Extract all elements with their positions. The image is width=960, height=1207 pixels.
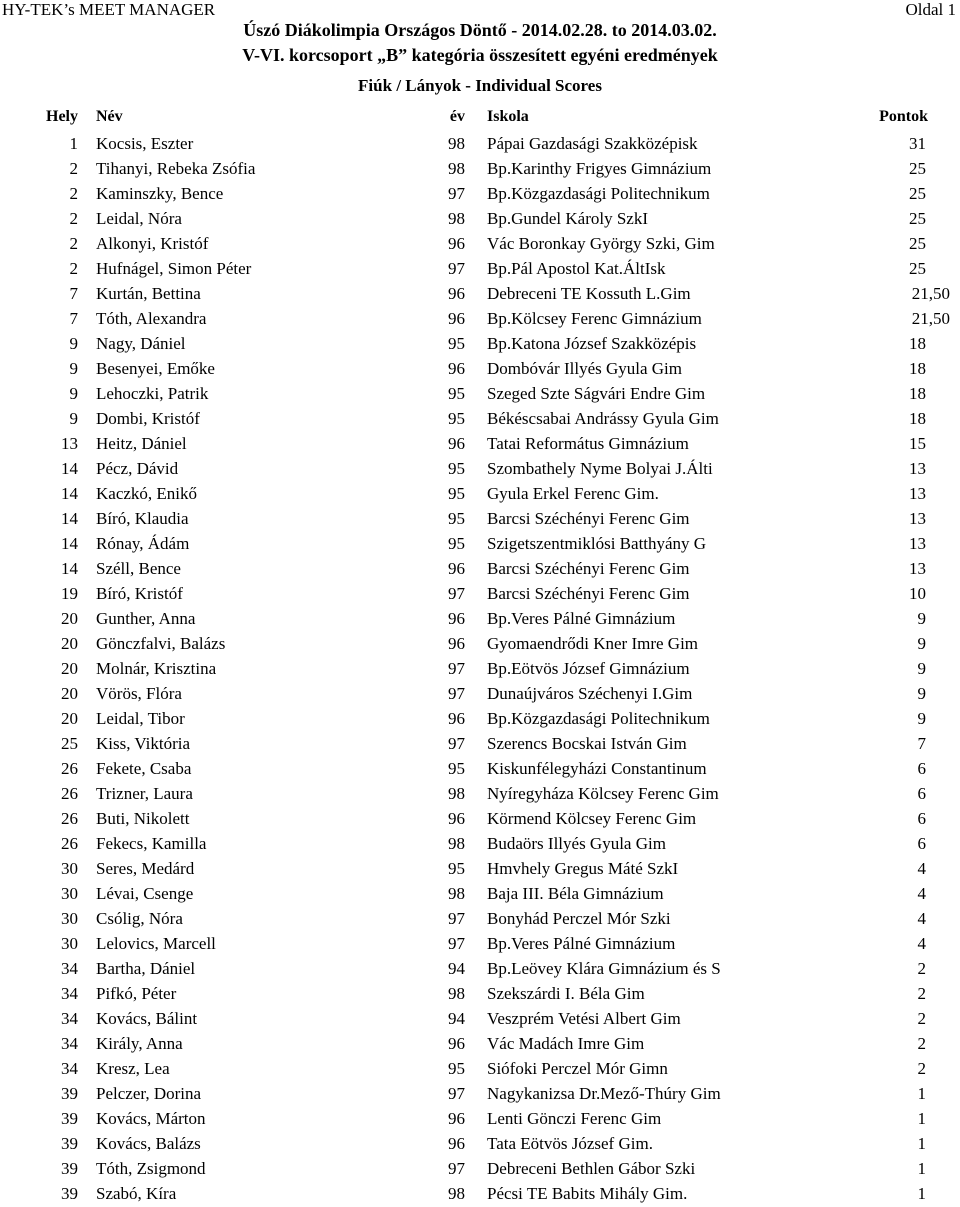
- row-year: 98: [448, 834, 465, 853]
- row-points: 1: [917, 1184, 926, 1203]
- row-year: 97: [448, 934, 465, 953]
- table-row: [0, 656, 960, 681]
- table-row: [0, 181, 960, 206]
- row-points: 9: [917, 709, 926, 728]
- row-year: 95: [448, 384, 465, 403]
- row-school: Szigetszentmiklósi Batthyány G: [487, 534, 707, 553]
- row-rank: 34: [61, 1034, 78, 1053]
- row-points: 2: [917, 959, 926, 978]
- row-rank: 39: [61, 1084, 78, 1103]
- row-points: 2: [917, 984, 926, 1003]
- row-school: Bp.Karinthy Frigyes Gimnázium: [487, 159, 712, 178]
- table-row: [0, 581, 960, 606]
- row-school: Kiskunfélegyházi Constantinum: [487, 759, 707, 778]
- row-school: Szombathely Nyme Bolyai J.Álti: [487, 459, 713, 478]
- row-points: 4: [917, 859, 926, 878]
- row-rank: 9: [69, 334, 78, 353]
- row-points: 1: [917, 1084, 926, 1103]
- row-points: 6: [917, 809, 926, 828]
- row-rank: 7: [69, 284, 78, 303]
- row-rank: 14: [61, 509, 78, 528]
- row-points: 6: [917, 834, 926, 853]
- row-school: Bp.Leövey Klára Gimnázium és S: [487, 959, 721, 978]
- row-school: Bonyhád Perczel Mór Szki: [487, 909, 671, 928]
- row-rank: 30: [61, 934, 78, 953]
- row-year: 96: [448, 284, 465, 303]
- row-name: Trizner, Laura: [96, 784, 193, 803]
- table-row: [0, 681, 960, 706]
- meet-title: Úszó Diákolimpia Országos Döntő - 2014.02.28. to 2014.03.02.: [243, 20, 717, 40]
- row-rank: 19: [61, 584, 78, 603]
- row-year: 98: [448, 1184, 465, 1203]
- row-year: 96: [448, 234, 465, 253]
- row-rank: 13: [61, 434, 78, 453]
- row-year: 96: [448, 809, 465, 828]
- row-year: 98: [448, 209, 465, 228]
- row-rank: 14: [61, 534, 78, 553]
- row-year: 96: [448, 1134, 465, 1153]
- row-rank: 9: [69, 359, 78, 378]
- table-row: [0, 231, 960, 256]
- row-year: 96: [448, 1034, 465, 1053]
- row-rank: 20: [61, 634, 78, 653]
- row-rank: 14: [61, 484, 78, 503]
- row-rank: 34: [61, 959, 78, 978]
- row-year: 96: [448, 359, 465, 378]
- row-year: 98: [448, 884, 465, 903]
- row-school: Bp.Veres Pálné Gimnázium: [487, 609, 676, 628]
- row-rank: 34: [61, 1009, 78, 1028]
- table-row: [0, 506, 960, 531]
- row-rank: 25: [61, 734, 78, 753]
- row-school: Veszprém Vetési Albert Gim: [487, 1009, 681, 1028]
- row-year: 94: [448, 959, 465, 978]
- row-points: 13: [909, 509, 926, 528]
- table-row: [0, 156, 960, 181]
- table-row: [0, 756, 960, 781]
- row-year: 95: [448, 1059, 465, 1078]
- row-year: 97: [448, 659, 465, 678]
- row-year: 97: [448, 1084, 465, 1103]
- row-points: 7: [917, 734, 926, 753]
- table-row: [0, 481, 960, 506]
- row-school: Bp.Gundel Károly SzkI: [487, 209, 649, 228]
- row-year: 95: [448, 759, 465, 778]
- table-row: [0, 1106, 960, 1131]
- row-rank: 39: [61, 1134, 78, 1153]
- row-name: Kovács, Balázs: [96, 1134, 201, 1153]
- table-row: [0, 881, 960, 906]
- row-year: 98: [448, 134, 465, 153]
- row-name: Fekecs, Kamilla: [96, 834, 207, 853]
- row-name: Kresz, Lea: [96, 1059, 170, 1078]
- row-points: 18: [909, 409, 926, 428]
- row-rank: 2: [69, 159, 78, 178]
- row-name: Buti, Nikolett: [96, 809, 190, 828]
- table-row: [0, 806, 960, 831]
- row-name: Hufnágel, Simon Péter: [96, 259, 252, 278]
- table-row: [0, 356, 960, 381]
- row-year: 97: [448, 734, 465, 753]
- row-rank: 20: [61, 684, 78, 703]
- row-name: Lelovics, Marcell: [96, 934, 216, 953]
- row-name: Kurtán, Bettina: [96, 284, 201, 303]
- row-school: Tatai Református Gimnázium: [487, 434, 689, 453]
- row-school: Szekszárdi I. Béla Gim: [487, 984, 645, 1003]
- table-row: [0, 281, 960, 306]
- row-points: 13: [909, 534, 926, 553]
- table-row: [0, 981, 960, 1006]
- row-name: Seres, Medárd: [96, 859, 195, 878]
- row-points: 25: [909, 184, 926, 203]
- row-year: 97: [448, 259, 465, 278]
- row-rank: 2: [69, 209, 78, 228]
- row-school: Vác Boronkay György Szki, Gim: [487, 234, 715, 253]
- table-row: [0, 1006, 960, 1031]
- row-name: Lehoczki, Patrik: [96, 384, 209, 403]
- row-year: 95: [448, 409, 465, 428]
- row-year: 96: [448, 634, 465, 653]
- row-name: Heitz, Dániel: [96, 434, 187, 453]
- row-name: Pifkó, Péter: [96, 984, 177, 1003]
- row-rank: 26: [61, 759, 78, 778]
- row-rank: 14: [61, 459, 78, 478]
- row-points: 9: [917, 684, 926, 703]
- row-school: Vác Madách Imre Gim: [487, 1034, 645, 1053]
- row-points: 1: [917, 1134, 926, 1153]
- row-name: Nagy, Dániel: [96, 334, 186, 353]
- row-points: 13: [909, 484, 926, 503]
- table-row: [0, 781, 960, 806]
- row-school: Bp.Eötvös József Gimnázium: [487, 659, 690, 678]
- row-school: Bp.Pál Apostol Kat.ÁltIsk: [487, 259, 666, 278]
- column-header-school: Iskola: [487, 108, 529, 125]
- row-name: Tihanyi, Rebeka Zsófia: [96, 159, 256, 178]
- row-year: 98: [448, 159, 465, 178]
- table-row: [0, 631, 960, 656]
- table-row: [0, 431, 960, 456]
- row-rank: 7: [69, 309, 78, 328]
- row-points: 4: [917, 909, 926, 928]
- row-school: Bp.Közgazdasági Politechnikum: [487, 184, 710, 203]
- row-school: Nyíregyháza Kölcsey Ferenc Gim: [487, 784, 719, 803]
- row-name: Kovács, Bálint: [96, 1009, 198, 1028]
- row-school: Bp.Veres Pálné Gimnázium: [487, 934, 676, 953]
- table-row: [0, 1131, 960, 1156]
- row-name: Bíró, Kristóf: [96, 584, 183, 603]
- row-points: 10: [909, 584, 926, 603]
- table-row: [0, 956, 960, 981]
- row-year: 95: [448, 509, 465, 528]
- column-header-year: év: [449, 108, 465, 125]
- row-school: Barcsi Széchényi Ferenc Gim: [487, 559, 690, 578]
- row-points: 4: [917, 884, 926, 903]
- row-points: 2: [917, 1034, 926, 1053]
- table-row: [0, 556, 960, 581]
- row-rank: 2: [69, 184, 78, 203]
- row-points: 25: [909, 234, 926, 253]
- table-row: [0, 731, 960, 756]
- row-school: Bp.Katona József Szakközépis: [487, 334, 697, 353]
- row-year: 97: [448, 1159, 465, 1178]
- table-row: [0, 906, 960, 931]
- row-rank: 9: [69, 384, 78, 403]
- row-year: 95: [448, 534, 465, 553]
- row-rank: 1: [69, 134, 78, 153]
- row-name: Kaminszky, Bence: [96, 184, 224, 203]
- row-name: Kaczkó, Enikő: [96, 484, 198, 503]
- row-school: Szeged Szte Ságvári Endre Gim: [487, 384, 706, 403]
- row-points: 21,50: [911, 284, 950, 303]
- row-name: Fekete, Csaba: [96, 759, 192, 778]
- row-name: Bartha, Dániel: [96, 959, 196, 978]
- row-school: Debreceni Bethlen Gábor Szki: [487, 1159, 696, 1178]
- row-points: 18: [909, 359, 926, 378]
- row-name: Gunther, Anna: [96, 609, 196, 628]
- row-year: 98: [448, 784, 465, 803]
- row-year: 96: [448, 709, 465, 728]
- table-row: [0, 331, 960, 356]
- row-school: Békéscsabai Andrássy Gyula Gim: [487, 409, 719, 428]
- results-table: [0, 131, 960, 1206]
- column-header-rank: Hely: [46, 108, 78, 125]
- row-rank: 2: [69, 234, 78, 253]
- row-points: 9: [917, 609, 926, 628]
- row-points: 2: [917, 1059, 926, 1078]
- table-row: [0, 256, 960, 281]
- row-name: Molnár, Krisztina: [96, 659, 217, 678]
- row-name: Király, Anna: [96, 1034, 183, 1053]
- page-number: Oldal 1: [905, 0, 956, 19]
- row-points: 15: [909, 434, 926, 453]
- row-points: 21,50: [911, 309, 950, 328]
- table-row: [0, 831, 960, 856]
- row-name: Kovács, Márton: [96, 1109, 206, 1128]
- row-year: 96: [448, 1109, 465, 1128]
- row-rank: 20: [61, 609, 78, 628]
- table-row: [0, 1031, 960, 1056]
- row-name: Alkonyi, Kristóf: [96, 234, 209, 253]
- row-points: 18: [909, 384, 926, 403]
- software-name: HY-TEK’s MEET MANAGER: [2, 0, 216, 19]
- row-name: Leidal, Tibor: [96, 709, 185, 728]
- row-year: 97: [448, 184, 465, 203]
- row-school: Hmvhely Gregus Máté SzkI: [487, 859, 679, 878]
- row-year: 97: [448, 584, 465, 603]
- table-row: [0, 606, 960, 631]
- row-points: 9: [917, 659, 926, 678]
- row-year: 96: [448, 434, 465, 453]
- column-header-name: Név: [96, 108, 123, 125]
- row-rank: 26: [61, 809, 78, 828]
- table-row: [0, 1181, 960, 1206]
- row-points: 2: [917, 1009, 926, 1028]
- table-row: [0, 206, 960, 231]
- row-points: 18: [909, 334, 926, 353]
- row-school: Gyula Erkel Ferenc Gim.: [487, 484, 659, 503]
- row-name: Széll, Bence: [96, 559, 181, 578]
- row-points: 25: [909, 209, 926, 228]
- page-header-bar: [0, 0, 960, 22]
- row-rank: 20: [61, 709, 78, 728]
- row-points: 6: [917, 759, 926, 778]
- row-school: Bp.Közgazdasági Politechnikum: [487, 709, 710, 728]
- row-name: Pécz, Dávid: [96, 459, 179, 478]
- row-year: 98: [448, 984, 465, 1003]
- row-name: Tóth, Zsigmond: [96, 1159, 206, 1178]
- row-name: Rónay, Ádám: [96, 534, 190, 553]
- row-year: 94: [448, 1009, 465, 1028]
- row-year: 95: [448, 484, 465, 503]
- row-school: Barcsi Széchényi Ferenc Gim: [487, 584, 690, 603]
- table-row: [0, 1081, 960, 1106]
- row-school: Nagykanizsa Dr.Mező-Thúry Gim: [487, 1084, 721, 1103]
- table-row: [0, 1156, 960, 1181]
- row-rank: 20: [61, 659, 78, 678]
- row-rank: 9: [69, 409, 78, 428]
- row-school: Tata Eötvös József Gim.: [487, 1134, 653, 1153]
- table-row: [0, 531, 960, 556]
- row-school: Körmend Kölcsey Ferenc Gim: [487, 809, 697, 828]
- row-name: Gönczfalvi, Balázs: [96, 634, 226, 653]
- table-row: [0, 131, 960, 156]
- row-school: Siófoki Perczel Mór Gimn: [487, 1059, 668, 1078]
- row-year: 97: [448, 909, 465, 928]
- row-year: 96: [448, 309, 465, 328]
- row-points: 31: [909, 134, 926, 153]
- row-rank: 2: [69, 259, 78, 278]
- table-row: [0, 1056, 960, 1081]
- row-rank: 26: [61, 784, 78, 803]
- row-points: 9: [917, 634, 926, 653]
- row-name: Kocsis, Eszter: [96, 134, 194, 153]
- row-points: 6: [917, 784, 926, 803]
- table-row: [0, 931, 960, 956]
- row-rank: 39: [61, 1184, 78, 1203]
- row-school: Dunaújváros Széchenyi I.Gim: [487, 684, 693, 703]
- row-school: Debreceni TE Kossuth L.Gim: [487, 284, 691, 303]
- row-name: Lévai, Csenge: [96, 884, 194, 903]
- row-rank: 30: [61, 884, 78, 903]
- row-rank: 34: [61, 984, 78, 1003]
- table-row: [0, 706, 960, 731]
- row-school: Szerencs Bocskai István Gim: [487, 734, 687, 753]
- table-row: [0, 381, 960, 406]
- row-year: 95: [448, 334, 465, 353]
- row-points: 13: [909, 559, 926, 578]
- row-name: Dombi, Kristóf: [96, 409, 200, 428]
- column-header-points: Pontok: [879, 108, 928, 125]
- row-year: 95: [448, 859, 465, 878]
- row-name: Vörös, Flóra: [96, 684, 182, 703]
- row-points: 13: [909, 459, 926, 478]
- row-school: Dombóvár Illyés Gyula Gim: [487, 359, 682, 378]
- row-rank: 14: [61, 559, 78, 578]
- row-year: 95: [448, 459, 465, 478]
- table-row: [0, 456, 960, 481]
- row-rank: 34: [61, 1059, 78, 1078]
- row-rank: 30: [61, 859, 78, 878]
- row-points: 25: [909, 259, 926, 278]
- row-school: Pécsi TE Babits Mihály Gim.: [487, 1184, 688, 1203]
- row-points: 4: [917, 934, 926, 953]
- row-school: Gyomaendrődi Kner Imre Gim: [487, 634, 699, 653]
- row-name: Csólig, Nóra: [96, 909, 183, 928]
- row-rank: 39: [61, 1159, 78, 1178]
- row-points: 25: [909, 159, 926, 178]
- row-year: 96: [448, 559, 465, 578]
- table-row: [0, 306, 960, 331]
- row-school: Barcsi Széchényi Ferenc Gim: [487, 509, 690, 528]
- row-name: Pelczer, Dorina: [96, 1084, 202, 1103]
- row-name: Tóth, Alexandra: [96, 309, 207, 328]
- row-name: Kiss, Viktória: [96, 734, 191, 753]
- row-school: Budaörs Illyés Gyula Gim: [487, 834, 666, 853]
- category-title: V-VI. korcsoport „B” kategória összesített egyéni eredmények: [242, 45, 718, 65]
- row-rank: 30: [61, 909, 78, 928]
- table-row: [0, 856, 960, 881]
- row-rank: 26: [61, 834, 78, 853]
- row-points: 1: [917, 1109, 926, 1128]
- row-name: Bíró, Klaudia: [96, 509, 189, 528]
- table-row: [0, 406, 960, 431]
- row-year: 96: [448, 609, 465, 628]
- row-name: Besenyei, Emőke: [96, 359, 215, 378]
- table-header: [0, 108, 960, 130]
- report-subtitle: Fiúk / Lányok - Individual Scores: [358, 76, 602, 95]
- row-school: Baja III. Béla Gimnázium: [487, 884, 664, 903]
- row-points: 1: [917, 1159, 926, 1178]
- row-school: Bp.Kölcsey Ferenc Gimnázium: [487, 309, 702, 328]
- row-name: Leidal, Nóra: [96, 209, 182, 228]
- row-year: 97: [448, 684, 465, 703]
- row-school: Lenti Gönczi Ferenc Gim: [487, 1109, 662, 1128]
- row-name: Szabó, Kíra: [96, 1184, 177, 1203]
- row-school: Pápai Gazdasági Szakközépisk: [487, 134, 698, 153]
- row-rank: 39: [61, 1109, 78, 1128]
